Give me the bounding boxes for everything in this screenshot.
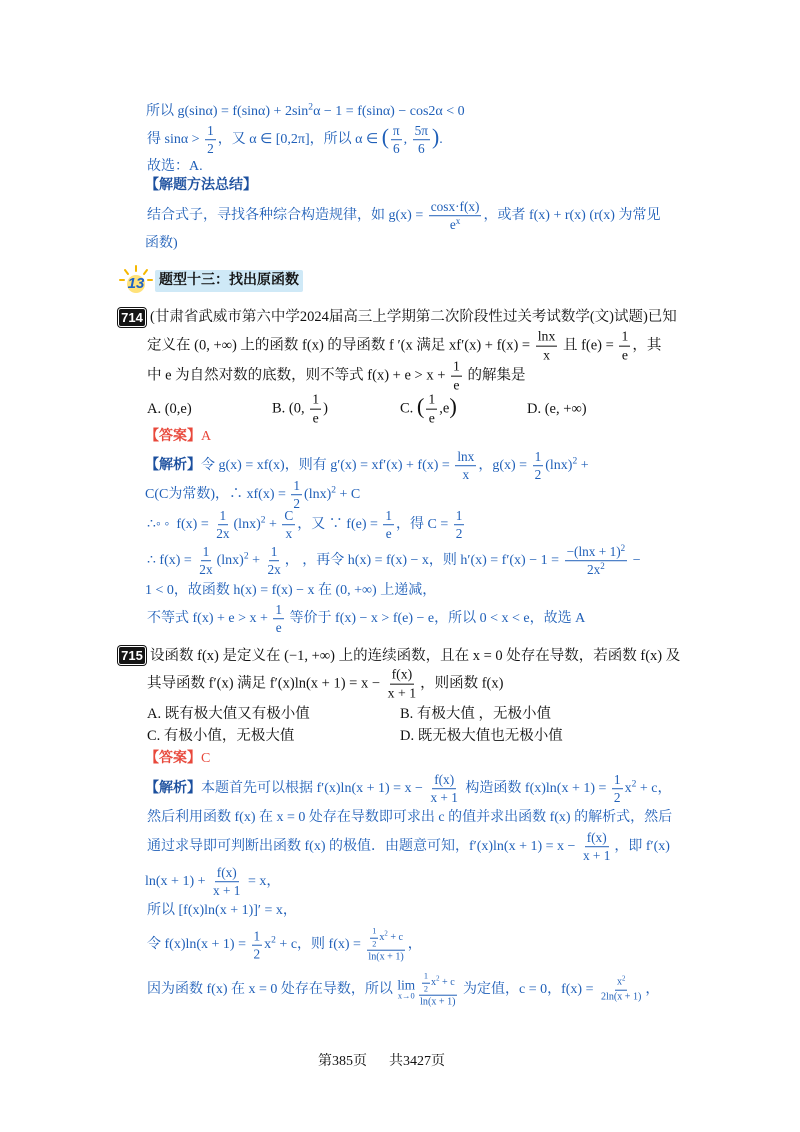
- solution-line: [147, 123, 443, 157]
- fraction-denominator: [585, 562, 607, 578]
- problem-stem-line: [147, 359, 526, 394]
- fraction-denominator: [205, 141, 216, 157]
- option-a: [147, 399, 192, 419]
- text-run: 2x: [216, 526, 230, 542]
- text-run: 2: [622, 975, 626, 983]
- text-run: 2: [620, 542, 626, 553]
- method-summary-heading: [145, 176, 257, 196]
- text-run: −(lnx + 1): [566, 544, 621, 560]
- fraction-numerator: [215, 865, 239, 882]
- text-run: B. (0,: [272, 400, 309, 417]
- method-summary-line: [145, 234, 178, 254]
- section-label: 【解析】: [145, 458, 201, 474]
- large-bracket: (: [416, 393, 425, 419]
- fraction-numerator: [282, 508, 295, 525]
- fraction: [599, 977, 643, 1003]
- text-run: 为定值，c = 0，f(x) =: [459, 982, 597, 998]
- analysis-line: [147, 972, 659, 1009]
- option-d: [527, 399, 587, 419]
- fraction-denominator: [370, 938, 378, 949]
- analysis-line: [147, 544, 641, 578]
- text-run: e: [275, 620, 282, 636]
- text-run: 2: [423, 984, 429, 994]
- fraction: [252, 928, 263, 962]
- text-run: x: [616, 976, 622, 988]
- text-run: e: [453, 377, 460, 393]
- text-run: e: [312, 410, 319, 426]
- fraction-denominator: [581, 848, 612, 864]
- section-label: 【答案】: [145, 429, 201, 444]
- text-run: (lnx): [545, 458, 573, 474]
- analysis-line: [145, 478, 360, 512]
- limit-subscript: x→0: [397, 991, 415, 1001]
- fraction: [265, 544, 282, 578]
- text-run: 1: [385, 508, 393, 524]
- fraction: [273, 602, 284, 636]
- text-run: 1: [428, 391, 436, 407]
- fraction-denominator: [366, 951, 405, 964]
- fraction-denominator: [386, 685, 418, 702]
- text-run: ，即 f′(x): [614, 839, 670, 855]
- section-number: 13: [127, 275, 145, 292]
- section-label: 【解析】: [145, 781, 201, 797]
- text-run: + c: [387, 932, 403, 944]
- text-run: x + 1: [430, 790, 458, 806]
- fraction: [429, 199, 482, 233]
- text-run: ，: [645, 982, 660, 998]
- analysis-line: [147, 808, 672, 828]
- limit-operator: [397, 979, 415, 1002]
- text-run: f(x): [434, 772, 455, 788]
- text-run: ): [323, 400, 328, 417]
- text-run: ，则函数 f(x): [420, 675, 504, 692]
- analysis-line: [147, 901, 297, 921]
- fraction: [612, 772, 623, 806]
- fraction-denominator: [284, 526, 295, 542]
- fraction-denominator: [422, 983, 430, 994]
- text-run: π: [392, 123, 400, 139]
- text-run: ，又 α ∈ [0,2π]，所以 α ∈: [217, 132, 382, 148]
- text-run: + C: [336, 487, 361, 503]
- text-run: C. 有极小值，无极大值: [147, 728, 295, 744]
- fraction-numerator: [429, 199, 482, 216]
- text-run: f(x): [216, 865, 237, 881]
- problem-stem-line: [150, 646, 680, 666]
- text-run: 构造函数 f(x)ln(x + 1) =: [461, 781, 610, 797]
- text-run: 2ln(x + 1): [600, 991, 642, 1003]
- fraction-denominator: [461, 467, 472, 483]
- text-run: 不等式 f(x) + e > x +: [147, 611, 272, 627]
- text-run: x + 1: [387, 685, 417, 701]
- text-run: (甘肃省武威市第六中学2024届高三上学期第二次阶段性过关考试数学(文)试题)已知: [150, 309, 677, 325]
- fraction-numerator: [619, 329, 630, 347]
- section-label: 【答案】: [145, 751, 201, 766]
- fraction-denominator: [197, 562, 214, 578]
- problem-stem-line: [147, 667, 503, 702]
- answer-line: [145, 749, 210, 769]
- text-run: ∴◦ ◦ f(x) =: [147, 517, 213, 533]
- text-run: 2: [271, 935, 276, 946]
- text-run: 2x: [267, 562, 281, 578]
- fraction-numerator: [432, 772, 456, 789]
- text-run: 设函数 f(x) 是定义在 (−1, +∞) 上的连续函数，且在 x = 0 处存在导数，若函数 f(x) 及: [150, 648, 681, 664]
- text-run: 2: [293, 496, 301, 512]
- text-run: 1: [372, 926, 377, 936]
- problem-number-badge: 714: [118, 308, 146, 327]
- text-run: D. 既无极大值也无极小值: [400, 728, 563, 744]
- fraction-denominator: [211, 883, 242, 899]
- text-run: 定义在 (0, +∞) 上的函数 f(x) 的导函数 f ′(x 满足 xf′(x) + f(x) =: [147, 337, 534, 354]
- text-run: x: [543, 347, 550, 363]
- text-run: x: [431, 977, 437, 989]
- fraction: [291, 478, 302, 512]
- fraction-numerator: [205, 123, 216, 140]
- text-run: 2: [384, 930, 388, 938]
- fraction-denominator: [252, 945, 263, 961]
- text-run: 然后利用函数 f(x) 在 x = 0 处存在导数即可求出 c 的值并求出函数 f(x) 的解析式，然后: [147, 810, 673, 825]
- fraction-denominator: [620, 347, 630, 364]
- text-run: 2: [572, 456, 578, 467]
- fraction-numerator: [310, 392, 321, 410]
- option-b: [400, 704, 551, 724]
- text-run: 2: [600, 561, 605, 572]
- fraction: [370, 927, 378, 949]
- fraction-numerator: [585, 830, 609, 847]
- text-run: ln(x + 1): [368, 951, 404, 963]
- text-run: D. (e, +∞): [527, 401, 587, 417]
- fraction: [386, 667, 418, 702]
- analysis-line: [147, 927, 422, 964]
- text-run: 1: [202, 544, 210, 560]
- superscript: [622, 976, 625, 983]
- text-run: e: [428, 410, 435, 426]
- fraction-numerator: [367, 927, 405, 951]
- text-run: 1: [455, 508, 463, 524]
- fraction: [533, 449, 544, 483]
- text-run: + c，则 f(x) =: [275, 937, 365, 953]
- text-run: 1: [312, 391, 320, 407]
- text-run: 等价于 f(x) − x > f(e) − e，所以 0 < x < e，故选 A: [286, 611, 586, 627]
- fraction-denominator: [391, 141, 402, 157]
- text-run: 1: [613, 772, 621, 788]
- fraction-numerator: [451, 359, 462, 377]
- fraction-denominator: [418, 996, 457, 1009]
- text-run: A. 既有极大值又有极小值: [147, 706, 310, 722]
- text-run: 2: [613, 790, 621, 806]
- text-run: 1: [219, 508, 227, 524]
- fraction-numerator: [252, 928, 263, 945]
- text-run: 1: [253, 928, 261, 944]
- text-run: = x，: [244, 874, 281, 890]
- fraction: [310, 392, 321, 427]
- fraction-numerator: [291, 478, 302, 495]
- fraction-denominator: [384, 526, 394, 542]
- superscript: [621, 543, 626, 553]
- fraction: [211, 865, 242, 899]
- text-run: 2x: [586, 562, 601, 578]
- fraction: [214, 508, 231, 542]
- fraction: [565, 544, 628, 578]
- text-run: ln(x + 1) +: [145, 874, 210, 890]
- text-run: (lnx): [216, 553, 244, 569]
- fraction: [422, 972, 430, 994]
- method-summary-line: [147, 199, 660, 233]
- fraction-numerator: [455, 449, 476, 466]
- text-run: f(x): [586, 830, 607, 846]
- text-run: 2: [308, 102, 314, 113]
- text-run: 2: [372, 939, 377, 949]
- text-run: C: [284, 508, 294, 524]
- text-run: 1: [270, 544, 278, 560]
- fraction: [619, 329, 630, 364]
- text-run: ，得 C =: [396, 517, 452, 533]
- text-run: 1 < 0，故函数 h(x) = f(x) − x 在 (0, +∞) 上递减，: [145, 583, 437, 598]
- problem-stem-line: [150, 307, 677, 327]
- analysis-line: [145, 772, 671, 806]
- text-run: 1: [293, 478, 301, 494]
- text-run: x: [264, 937, 272, 953]
- text-run: 2: [455, 526, 463, 542]
- fraction-numerator: [419, 972, 457, 996]
- text-run: −: [629, 553, 641, 569]
- text-run: A. (0,e): [147, 401, 192, 417]
- fraction-denominator: [612, 790, 623, 806]
- text-run: x + 1: [213, 883, 241, 899]
- text-run: α − 1 = f(sinα) − cos2α < 0: [313, 104, 465, 119]
- solution-line: [146, 102, 465, 122]
- text-run: 2: [436, 975, 440, 983]
- fraction-numerator: [422, 972, 430, 984]
- fraction-numerator: [533, 449, 544, 466]
- text-run: 中 e 为自然对数的底数，则不等式 f(x) + e > x +: [147, 367, 450, 384]
- fraction-denominator: [416, 141, 427, 157]
- text-run: 1: [423, 971, 429, 981]
- page-number: 第385页: [318, 1054, 367, 1069]
- fraction-numerator: [615, 977, 627, 991]
- text-run: 2: [207, 141, 214, 157]
- text-run: f(x): [391, 666, 413, 682]
- text-run: + c: [439, 977, 455, 989]
- text-run: + c，: [636, 781, 672, 797]
- fraction-numerator: [413, 123, 430, 140]
- text-run: 1: [621, 328, 629, 344]
- text-run: 6: [392, 141, 400, 157]
- fraction: [418, 972, 457, 1009]
- fraction: [451, 359, 462, 394]
- fraction: [455, 449, 476, 483]
- fraction: [391, 123, 402, 157]
- fraction: [197, 544, 214, 578]
- fraction: [581, 830, 612, 864]
- text-run: ，又 ∵ f(e) =: [297, 517, 382, 533]
- text-run: 1: [534, 449, 542, 465]
- text-run: x: [455, 216, 461, 227]
- fraction-denominator: [541, 347, 552, 364]
- text-run: lnx: [457, 449, 475, 465]
- fraction: [428, 772, 459, 806]
- fraction: [205, 123, 216, 157]
- fraction-denominator: [454, 526, 465, 542]
- fraction-numerator: [426, 392, 437, 410]
- text-run: 结合式子，寻找各种综合构造规律，如 g(x) =: [147, 208, 427, 224]
- text-run: 得 sinα >: [147, 132, 204, 148]
- fraction-numerator: [269, 544, 280, 561]
- fraction-denominator: [214, 526, 231, 542]
- text-run: 2x: [199, 562, 213, 578]
- analysis-line: [145, 581, 436, 601]
- text-run: 令 g(x) = xf(x)，则有 g′(x) = xf′(x) + f(x) =: [201, 458, 454, 474]
- text-run: 5π: [414, 123, 429, 139]
- text-run: 2: [534, 467, 542, 483]
- text-run: +: [577, 458, 589, 474]
- fraction-numerator: [612, 772, 623, 789]
- analysis-line: [147, 602, 585, 636]
- superscript: [456, 216, 461, 226]
- superscript: [600, 561, 605, 571]
- text-run: e: [385, 526, 392, 542]
- text-run: 的解集是: [463, 367, 526, 384]
- text-run: 1: [275, 602, 283, 618]
- text-run: 且 f(e) =: [559, 337, 618, 354]
- text-run: lnx: [537, 328, 556, 344]
- fraction-numerator: [536, 329, 558, 347]
- solution-conclusion: [147, 157, 203, 177]
- text-run: ln(x + 1): [420, 996, 456, 1008]
- text-run: 2: [631, 779, 637, 790]
- fraction: [366, 927, 405, 964]
- text-run: ,e: [439, 400, 450, 417]
- option-a: [147, 704, 310, 724]
- section-title: 题型十三：找出原函数: [155, 270, 303, 292]
- text-run: 6: [418, 141, 425, 157]
- text-run: 2: [260, 515, 266, 526]
- text-run: ∴ f(x) =: [147, 553, 196, 569]
- text-run: ， ，再令 h(x) = f(x) − x，则 h′(x) = f′(x) − 1 =: [284, 553, 563, 569]
- option-b: [272, 392, 328, 427]
- fraction-numerator: [370, 927, 378, 939]
- fraction-denominator: [428, 790, 459, 806]
- text-run: 1: [453, 358, 460, 374]
- text-run: ，g(x) =: [478, 458, 531, 474]
- text-run: 故选：A.: [147, 159, 203, 174]
- text-run: .: [439, 132, 443, 148]
- answer-line: [145, 427, 211, 447]
- fraction-denominator: [311, 410, 321, 427]
- large-bracket: ): [449, 393, 457, 419]
- text-run: +: [248, 553, 264, 569]
- text-run: 令 f(x)ln(x + 1) =: [147, 937, 250, 953]
- analysis-line: [147, 508, 466, 542]
- text-run: cosx·f(x): [430, 199, 480, 215]
- section-label: 【解题方法总结】: [145, 178, 257, 193]
- page-total: 共3427页: [389, 1054, 445, 1069]
- text-run: 2: [253, 946, 261, 962]
- large-bracket: ): [432, 125, 440, 150]
- option-c: [400, 392, 457, 427]
- analysis-line: [147, 830, 670, 864]
- fraction: [413, 123, 430, 157]
- text-run: 所以 g(sinα) = f(sinα) + 2sin: [146, 104, 309, 119]
- text-run: x: [624, 781, 632, 797]
- fraction-numerator: [391, 123, 402, 140]
- text-run: ，或者 f(x) + r(x) (r(x) 为常见: [483, 208, 661, 224]
- fraction-numerator: [454, 508, 465, 525]
- text-run: +: [265, 517, 281, 533]
- text-run: x: [285, 526, 293, 542]
- text-run: (lnx): [304, 487, 332, 503]
- page-footer: [318, 1052, 445, 1072]
- text-run: 2: [331, 485, 337, 496]
- text-run: A: [201, 429, 212, 444]
- text-run: 函数): [145, 236, 178, 251]
- fraction-numerator: [201, 544, 212, 561]
- fraction-denominator: [448, 217, 462, 233]
- fraction: [282, 508, 295, 542]
- fraction-denominator: [427, 410, 437, 427]
- fraction-numerator: [390, 667, 415, 685]
- text-run: x + 1: [582, 848, 611, 864]
- fraction-numerator: [218, 508, 229, 525]
- analysis-line: [145, 865, 280, 899]
- text-run: B. 有极大值 ，无极小值: [400, 706, 552, 722]
- option-d: [400, 726, 563, 746]
- fraction-denominator: [533, 467, 544, 483]
- text-run: C: [201, 751, 211, 766]
- option-c: [147, 726, 294, 746]
- text-run: C.: [400, 400, 417, 417]
- text-run: 所以 [f(x)ln(x + 1)]′ = x，: [147, 903, 297, 918]
- text-run: 1: [207, 123, 214, 139]
- fraction-numerator: [565, 544, 628, 561]
- text-run: e: [621, 347, 628, 363]
- text-run: (lnx): [233, 517, 261, 533]
- text-run: e: [449, 217, 456, 233]
- fraction-denominator: [274, 620, 284, 636]
- fraction: [426, 392, 437, 427]
- text-run: ，其: [632, 337, 662, 354]
- text-run: x: [379, 932, 385, 944]
- fraction-numerator: [383, 508, 394, 525]
- text-run: 本题首先可以根据 f′(x)ln(x + 1) = x −: [201, 781, 427, 797]
- fraction: [383, 508, 394, 542]
- fraction-denominator: [265, 562, 282, 578]
- text-run: x: [462, 467, 470, 483]
- fraction-denominator: [599, 990, 643, 1003]
- text-run: C(C为常数)，∴ xf(x) =: [145, 487, 290, 503]
- fraction-numerator: [273, 602, 284, 619]
- text-run: 因为函数 f(x) 在 x = 0 处存在导数，所以: [147, 982, 397, 998]
- limit-word: lim: [397, 977, 416, 993]
- text-run: ，: [407, 937, 422, 953]
- text-run: 2: [243, 551, 249, 562]
- large-bracket: (: [381, 125, 389, 150]
- fraction: [536, 329, 558, 364]
- problem-number-badge: 715: [118, 646, 146, 665]
- text-run: 通过求导即可判断出函数 f(x) 的极值．由题意可知，f′(x)ln(x + 1) = x −: [147, 839, 579, 855]
- text-run: 其导函数 f′(x) 满足 f′(x)ln(x + 1) = x −: [147, 675, 384, 692]
- text-run: ,: [403, 132, 411, 148]
- section-number-badge: [119, 265, 153, 297]
- fraction: [454, 508, 465, 542]
